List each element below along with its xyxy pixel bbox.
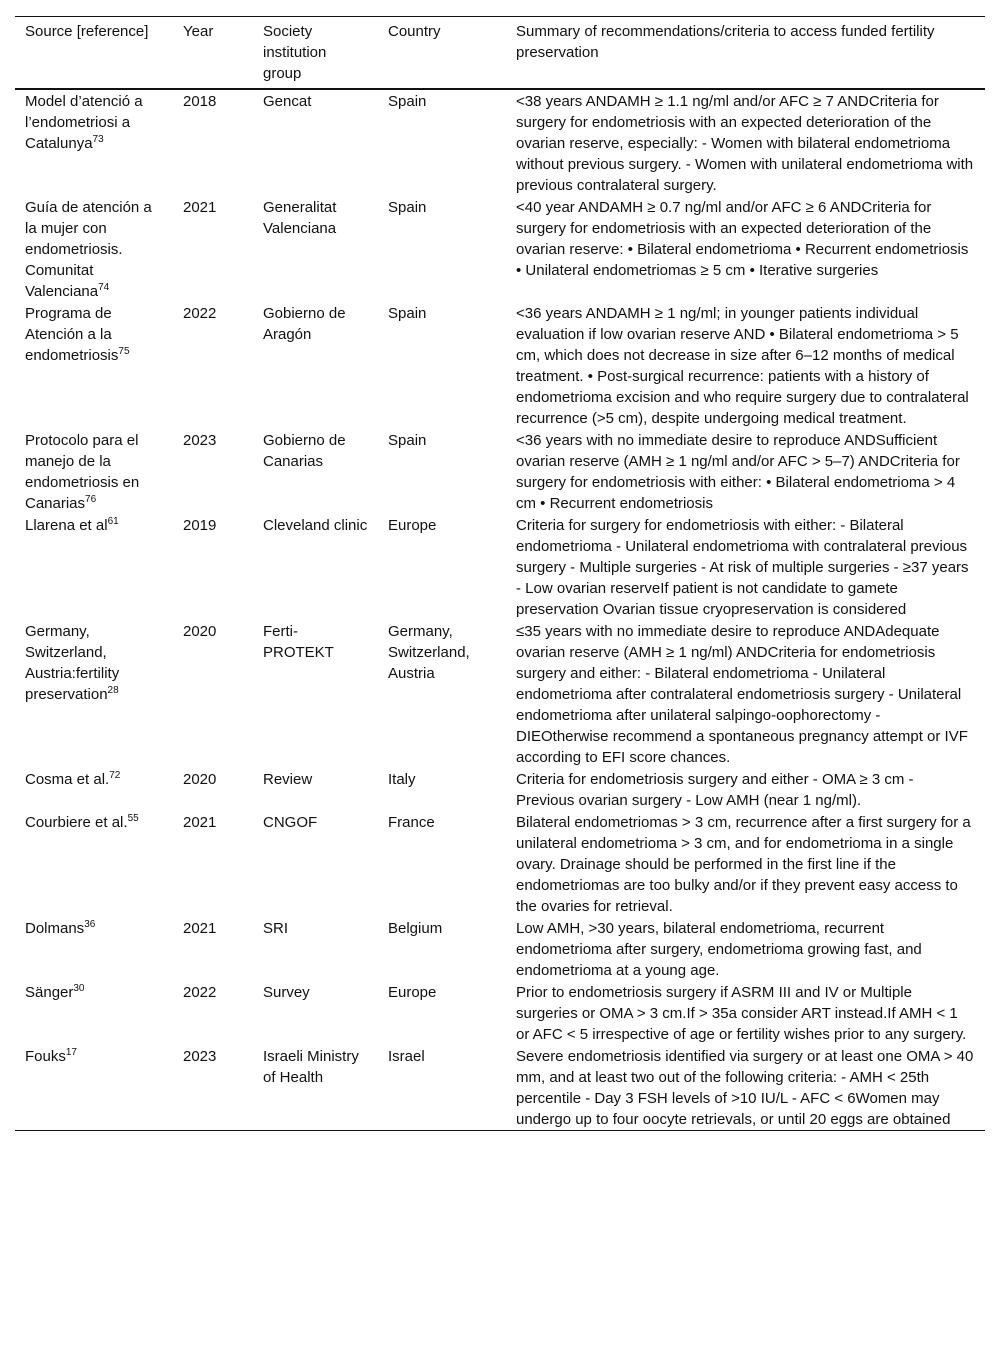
cell-society: Survey — [263, 984, 310, 1001]
cell-source — [15, 917, 173, 981]
cell-source — [15, 514, 173, 620]
cell-year: 2022 — [183, 305, 217, 322]
cell-year: 2020 — [183, 623, 217, 640]
cell-summary: <36 years with no immediate desire to reproduce ANDSufficient ovarian reserve (AMH ≥ 1 ng/ml and/or AFC > 5–7) ANDCriteria for surgery for endometriosis with either: • Bilateral endometrioma > 4 cm • Recurrent endometriosis — [516, 432, 960, 512]
cell-country: Germany, Switzerland, Austria — [388, 623, 470, 682]
source-text: Model d’atenció a l’endometriosi a Catalunya — [25, 93, 143, 152]
cell-summary: Criteria for endometriosis surgery and either - OMA ≥ 3 cm - Previous ovarian surgery - Low AMH (near 1 ng/ml). — [516, 771, 914, 809]
table-row — [15, 768, 985, 811]
cell-year: 2022 — [183, 984, 217, 1001]
cell-society: Israeli Ministry of Health — [263, 1048, 359, 1086]
cell-source — [15, 89, 173, 196]
cell-year: 2023 — [183, 432, 217, 449]
cell-source — [15, 620, 173, 768]
source-text: Courbiere et al. — [25, 814, 128, 831]
table-row — [15, 981, 985, 1045]
cell-summary: <38 years ANDAMH ≥ 1.1 ng/ml and/or AFC ≥ 7 ANDCriteria for surgery for endometriosis with an expected deterioration of the ovarian reserve, especially: - Women with bilateral endometrioma without previous surgery. - Women with unilateral endometrioma with previous contralateral surgery. — [516, 93, 974, 194]
reference-number: 30 — [73, 983, 85, 994]
cell-summary: Criteria for surgery for endometriosis with either: - Bilateral endometrioma - Unilateral endometrioma with contralateral previous surgery - Multiple surgeries - At risk of multiple surgeries - ≥37 years - Low ovarian reserveIf patient is not candidate to gamete preservation Ovarian tissue cryopreservation is considered — [516, 517, 969, 618]
table-row — [15, 917, 985, 981]
cell-summary: ≤35 years with no immediate desire to reproduce ANDAdequate ovarian reserve (AMH ≥ 1 ng/ml) ANDCriteria for endometriosis surgery and either: - Bilateral endometrioma - Unilateral endometrioma after contralateral endometriosis surgery - Unilateral endometrioma after unilateral salpingo-oophorectomy - DIEOtherwise recommend a spontaneous pregnancy attempt or IVF according to EFI score chances. — [516, 623, 968, 766]
reference-number: 55 — [127, 813, 139, 824]
cell-society: Gobierno de Aragón — [263, 305, 346, 343]
header-source: Source [reference] — [25, 23, 149, 40]
cell-summary: Prior to endometriosis surgery if ASRM III and IV or Multiple surgeries or OMA > 3 cm.If > 35a consider ART instead.If AMH < 1 or AFC < 5 irrespective of age or fertility wishes prior to any surgery. — [516, 984, 967, 1043]
cell-country: Israel — [388, 1048, 425, 1065]
source-text: Sänger — [25, 984, 74, 1001]
cell-year: 2018 — [183, 93, 217, 110]
source-text: Guía de atención a la mujer con endometriosis. Comunitat Valenciana — [25, 199, 152, 300]
cell-year: 2019 — [183, 517, 217, 534]
source-text: Dolmans — [25, 920, 85, 937]
reference-number: 76 — [85, 494, 97, 505]
table-row — [15, 620, 985, 768]
source-text: Germany, Switzerland, Austria:fertility preservation — [25, 623, 120, 703]
source-text: Cosma et al. — [25, 771, 110, 788]
table-row — [15, 429, 985, 514]
cell-year: 2021 — [183, 814, 217, 831]
reference-number: 17 — [65, 1047, 77, 1058]
cell-summary: <40 year ANDAMH ≥ 0.7 ng/ml and/or AFC ≥ 6 ANDCriteria for surgery for endometriosis with an expected deterioration of the ovarian reserve: • Bilateral endometrioma • Recurrent endometriosis • Unilateral endometriomas ≥ 5 cm • Iterative surgeries — [516, 199, 969, 279]
cell-country: Spain — [388, 199, 427, 216]
recommendations-table — [15, 16, 985, 1131]
cell-society: Generalitat Valenciana — [263, 199, 337, 237]
table-row — [15, 514, 985, 620]
cell-source — [15, 811, 173, 917]
cell-country: Spain — [388, 432, 427, 449]
header-society: Society institution group — [263, 23, 327, 82]
cell-summary: Bilateral endometriomas > 3 cm, recurrence after a first surgery for a unilateral endometrioma > 3 cm, and for endometrioma in a single ovary. Drainage should be performed in the first line if the endometriomas are too bulky and/or if they prevent easy access to the ovaries for retrieval. — [516, 814, 971, 915]
cell-country: Spain — [388, 305, 427, 322]
header-year: Year — [183, 23, 214, 40]
cell-society: CNGOF — [263, 814, 318, 831]
header-summary: Summary of recommendations/criteria to access funded fertility preservation — [516, 23, 935, 61]
source-text: Protocolo para el manejo de la endometriosis en Canarias — [25, 432, 140, 512]
cell-society: Gobierno de Canarias — [263, 432, 346, 470]
cell-summary: Severe endometriosis identified via surgery or at least one OMA > 40 mm, and at least two out of the following criteria: - AMH < 25th percentile - Day 3 FSH levels of >10 IU/L - AFC < 6Women may undergo up to four oocyte retrievals, or until 20 eggs are obtained — [516, 1048, 974, 1128]
header-row — [15, 17, 985, 90]
table-row — [15, 1045, 985, 1131]
reference-number: 75 — [118, 346, 130, 357]
cell-society: Gencat — [263, 93, 312, 110]
cell-source — [15, 981, 173, 1045]
table-row — [15, 811, 985, 917]
cell-source — [15, 302, 173, 429]
cell-source — [15, 768, 173, 811]
cell-country: Italy — [388, 771, 416, 788]
cell-source — [15, 1045, 173, 1131]
cell-country: Spain — [388, 93, 427, 110]
table-row — [15, 302, 985, 429]
cell-country: France — [388, 814, 435, 831]
cell-summary: Low AMH, >30 years, bilateral endometrioma, recurrent endometrioma after surgery, endometrioma growing fast, and endometrioma at a young age. — [516, 920, 922, 979]
source-text: Fouks — [25, 1048, 66, 1065]
cell-society: Review — [263, 771, 313, 788]
reference-number: 61 — [107, 516, 119, 527]
cell-country: Europe — [388, 517, 437, 534]
table-row — [15, 196, 985, 302]
cell-year: 2021 — [183, 920, 217, 937]
cell-source — [15, 196, 173, 302]
cell-society: SRI — [263, 920, 289, 937]
cell-year: 2021 — [183, 199, 217, 216]
cell-society: Cleveland clinic — [263, 517, 368, 534]
cell-country: Europe — [388, 984, 437, 1001]
cell-country: Belgium — [388, 920, 443, 937]
cell-year: 2023 — [183, 1048, 217, 1065]
reference-number: 73 — [92, 134, 104, 145]
cell-summary: <36 years ANDAMH ≥ 1 ng/ml; in younger patients individual evaluation if low ovarian reserve AND • Bilateral endometrioma > 5 cm, which does not decrease in size after 6–12 months of medical treatment. • Post-surgical recurrence: patients with a history of endometrioma excision and who require surgery due to contralateral recurrence (>5 cm), despite undergoing medical treatment. — [516, 305, 969, 427]
reference-number: 28 — [107, 685, 119, 696]
reference-number: 36 — [84, 919, 96, 930]
header-country: Country — [388, 23, 441, 40]
source-text: Programa de Atención a la endometriosis — [25, 305, 119, 364]
table-row — [15, 89, 985, 196]
source-text: Llarena et al — [25, 517, 108, 534]
cell-society: Ferti-PROTEKT — [263, 623, 334, 661]
reference-number: 72 — [109, 770, 121, 781]
reference-number: 74 — [98, 282, 110, 293]
cell-year: 2020 — [183, 771, 217, 788]
cell-source — [15, 429, 173, 514]
